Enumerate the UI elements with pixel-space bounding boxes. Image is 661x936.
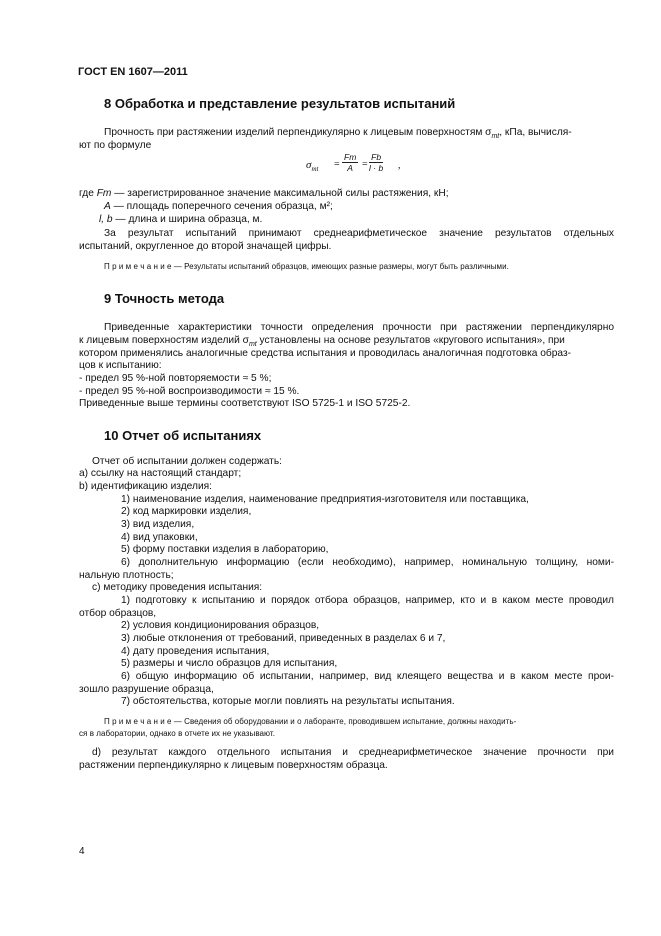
report-line-12: 1) подготовку к испытанию и порядок отбора образцов, например, кто и в каком месте проводил bbox=[121, 595, 614, 606]
page-number: 4 bbox=[79, 846, 85, 857]
result-line-1: За результат испытаний принимают среднеарифметическое значение результатов отдельных bbox=[104, 228, 614, 239]
where-symbol-2: A bbox=[104, 201, 111, 212]
report-line-17: 5) размеры и число образцов для испытания, bbox=[121, 658, 338, 669]
where-symbol-1: Fm bbox=[96, 188, 112, 199]
where-line-1: где Fm — зарегистрированное значение максимальной силы растяжения, кН; bbox=[79, 188, 449, 199]
report-line-08: 5) форму поставки изделия в лабораторию, bbox=[121, 544, 329, 555]
section-10-note-line-1 bbox=[104, 716, 516, 727]
fraction-1-denominator: A bbox=[347, 163, 353, 173]
report-line-14: 2) условия кондиционирования образцов, bbox=[121, 620, 320, 631]
report-line-20: 7) обстоятельства, которые могли повлиять на результаты испытания. bbox=[121, 696, 455, 707]
formula-fraction-1 bbox=[342, 152, 358, 173]
report-line-18: 6) общую информацию об испытании, например, вид клеящего вещества и в каком месте прои- bbox=[121, 671, 614, 682]
report-line-07: 4) вид упаковки, bbox=[121, 532, 198, 543]
report-line-02: a) ссылку на настоящий стандарт; bbox=[79, 468, 242, 479]
report-line-13: отбор образцов, bbox=[79, 608, 157, 619]
formula-comma: , bbox=[398, 160, 401, 171]
section-9-line-4: цов к испытанию: bbox=[79, 360, 162, 371]
report-line-01: Отчет об испытании должен содержать: bbox=[92, 456, 282, 467]
section-8-intro-line-1 bbox=[104, 126, 572, 143]
report-line-16: 4) дату проведения испытания, bbox=[121, 646, 270, 657]
report-line-19: зошло разрушение образца, bbox=[79, 684, 214, 695]
section-10-heading: 10 Отчет об испытаниях bbox=[104, 428, 262, 443]
intro-subscript: mt bbox=[491, 133, 500, 141]
note-label: П р и м е ч а н и е bbox=[104, 262, 172, 271]
formula-fraction-2 bbox=[369, 152, 383, 173]
report-item-d-line-1: d) результат каждого отдельного испытания и среднеарифметическое значение прочности при bbox=[92, 747, 614, 758]
report-line-15: 3) любые отклонения от требований, приведенных в разделах 6 и 7, bbox=[121, 633, 446, 644]
fraction-2-denominator: l · b bbox=[369, 163, 384, 173]
section-8-intro-line-2: ют по формуле bbox=[79, 140, 152, 151]
report-line-10: нальную плотность; bbox=[79, 570, 174, 581]
report-line-05: 2) код маркировки изделия, bbox=[121, 506, 252, 517]
result-line-2: испытаний, округленное до второй значащей цифры. bbox=[79, 241, 332, 252]
section-9-line-3: котором применялись аналогичные средства испытания и проводилась аналогичная подготовка образ- bbox=[79, 348, 572, 359]
report-line-11: c) методику проведения испытания: bbox=[92, 582, 263, 593]
section-9-line-7: Приведенные выше термины соответствуют ISO 5725-1 и ISO 5725-2. bbox=[79, 398, 411, 409]
intro-text-a: Прочность при растяжении изделий перпендикулярно к лицевым поверхностям σ bbox=[104, 127, 492, 138]
where-line-2: A — площадь поперечного сечения образца, м²; bbox=[104, 201, 333, 212]
where-symbol-3: l, b bbox=[99, 214, 113, 225]
formula-lhs: $\sigma_{mt}$ bbox=[306, 159, 319, 174]
fraction-2-numerator: Fb bbox=[369, 152, 383, 163]
section-9-line-5: - предел 95 %-ной повторяемости ≈ 5 %; bbox=[79, 373, 272, 384]
section-9-line-6: - предел 95 %-ной воспроизводимости ≈ 15 %. bbox=[79, 386, 300, 397]
note-label: П р и м е ч а н и е bbox=[104, 717, 172, 726]
section-9-line-1: Приведенные характеристики точности определения прочности при растяжении перпендикулярно bbox=[104, 322, 614, 333]
document-header: ГОСТ EN 1607—2011 bbox=[78, 66, 188, 78]
formula-eq-2: = bbox=[362, 159, 368, 170]
report-line-09: 6) дополнительную информацию (если необходимо), например, номинальную толщину, номи- bbox=[121, 557, 614, 568]
report-line-06: 3) вид изделия, bbox=[121, 519, 195, 530]
section-8-heading: 8 Обработка и представление результатов испытаний bbox=[104, 96, 456, 111]
intro-text-b: , кПа, вычисля- bbox=[499, 127, 572, 138]
section-9-heading: 9 Точность метода bbox=[104, 291, 225, 306]
formula bbox=[306, 150, 426, 184]
formula-eq-1: = bbox=[334, 159, 340, 170]
fraction-1-numerator: Fm bbox=[344, 152, 357, 162]
report-line-04: 1) наименование изделия, наименование предприятия-изготовителя или поставщика, bbox=[121, 494, 529, 505]
where-line-3: l, b — длина и ширина образца, м. bbox=[99, 214, 263, 225]
note-text: — Результаты испытаний образцов, имеющих разные размеры, могут быть различными. bbox=[171, 262, 509, 271]
section-10-note-line-2: ся в лаборатории, однако в отчете их не указывают. bbox=[79, 729, 275, 738]
report-line-03: b) идентификацию изделия: bbox=[79, 481, 212, 492]
section-9-line-2: к лицевым поверхностям изделий $\sigma_{mt}$ установлены на основе результатов «кругового испытания», при bbox=[79, 335, 565, 349]
section-8-note bbox=[104, 261, 509, 272]
note-text-1: — Сведения об оборудовании и о лаборанте, проводившем испытание, должны находить- bbox=[171, 717, 517, 726]
report-item-d-line-2: растяжении перпендикулярно к лицевым поверхностям образца. bbox=[79, 760, 388, 771]
